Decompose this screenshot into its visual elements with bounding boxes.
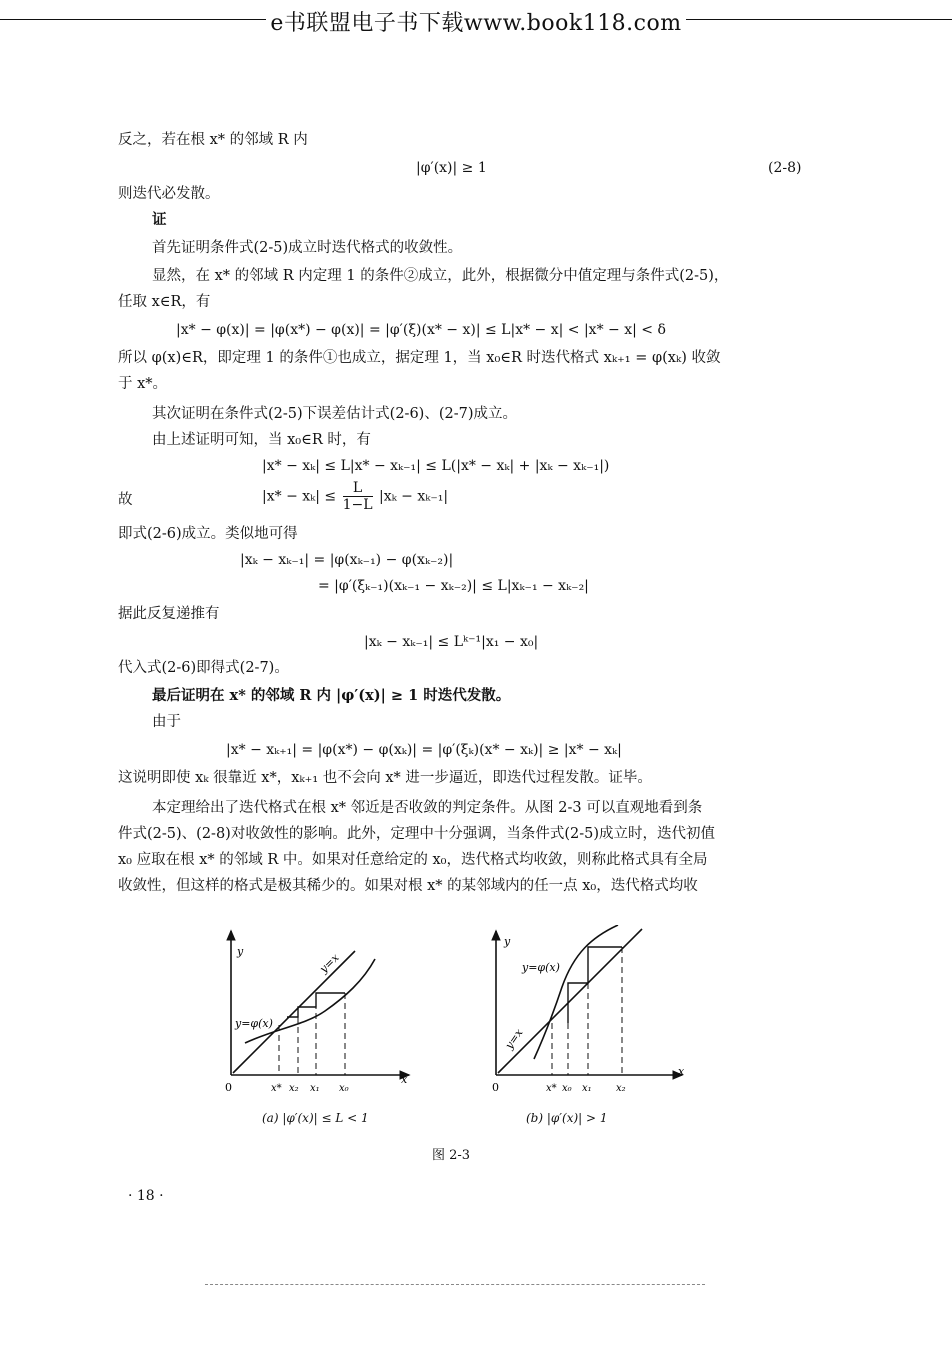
equation-3-left: |x* − xₖ| ≤ [262, 488, 337, 505]
equation-2: |x* − xₖ| ≤ L|x* − xₖ₋₁| ≤ L(|x* − xₖ| + |xₖ − xₖ₋₁|) [262, 458, 610, 474]
fig-a-tick-x1: x₁ [310, 1083, 320, 1094]
equation-1: |x* − φ(x)| = |φ(x*) − φ(x)| = |φ′(ξ)(x* − x)| ≤ L|x* − x| < |x* − x| < δ [176, 322, 666, 338]
equation-6: |xₖ − xₖ₋₁| ≤ Lᵏ⁻¹|x₁ − x₀| [364, 634, 539, 650]
fig-b-origin: 0 [492, 1081, 499, 1094]
fig-b-tick-xstar: x* [546, 1083, 557, 1094]
para-13: 这说明即使 xₖ 很靠近 x*，xₖ₊₁ 也不会向 x* 进一步逼近，即迭代过程发散。证毕。 [118, 770, 652, 786]
figure-2-3b [482, 925, 692, 1095]
equation-2-8: |φ′(x)| ≥ 1 [416, 160, 487, 176]
equation-4: |xₖ − xₖ₋₁| = |φ(xₖ₋₁) − φ(xₖ₋₂)| [240, 552, 454, 568]
header-title: e书联盟电子书下载www.book118.com [0, 6, 952, 37]
para-6: 其次证明在条件式(2-5)下误差估计式(2-6)、(2-7)成立。 [152, 406, 517, 422]
equation-3-right: |xₖ − xₖ₋₁| [379, 488, 449, 505]
fig-a-origin: 0 [225, 1081, 232, 1094]
fig-a-y-label: y [237, 945, 244, 958]
fig-b-tick-x1: x₁ [582, 1083, 592, 1094]
fig-a-caption: (a) |φ′(x)| ≤ L < 1 [262, 1111, 369, 1125]
fig-a-tick-xstar: x* [271, 1083, 282, 1094]
para-5-line-2: 于 x*。 [118, 376, 168, 392]
bottom-scan-dashes [205, 1284, 705, 1285]
equation-3-denominator: 1−L [342, 497, 373, 513]
para-14-line-4: 收敛性，但这样的格式是极其稀少的。如果对根 x* 的某邻域内的任一点 x₀，迭代格式均收 [118, 878, 698, 894]
figure-title: 图 2-3 [432, 1148, 471, 1163]
fig-a-curve [245, 959, 375, 1043]
para-14-line-2: 件式(2-5)、(2-8)对收敛性的影响。此外，定理中十分强调，当条件式(2-5)成立时，迭代初值 [118, 826, 715, 842]
fig-a-curve-label: y=φ(x) [235, 1017, 273, 1030]
para-14-line-3: x₀ 应取在根 x* 的邻域 R 中。如果对任意给定的 x₀，迭代格式均收敛，则称此格式具有全局 [118, 852, 708, 868]
equation-3 [262, 480, 448, 513]
equation-5: = |φ′(ξₖ₋₁)(xₖ₋₁ − xₖ₋₂)| ≤ L|xₖ₋₁ − xₖ₋₂| [318, 578, 589, 594]
equation-7: |x* − xₖ₊₁| = |φ(x*) − φ(xₖ)| = |φ′(ξₖ)(x* − xₖ)| ≥ |x* − xₖ| [226, 742, 622, 758]
fig-a-tick-x2: x₂ [289, 1083, 299, 1094]
para-5-line-1: 所以 φ(x)∈R，即定理 1 的条件①也成立，据定理 1，当 x₀∈R 时迭代格式 xₖ₊₁ = φ(xₖ) 收敛 [118, 350, 721, 366]
para-1: 反之，若在根 x* 的邻域 R 内 [118, 132, 308, 148]
equation-number-2-8: (2-8) [768, 160, 802, 176]
para-12: 由于 [152, 714, 181, 730]
fig-a-x-label: x [401, 1073, 408, 1086]
figure-2-3a [215, 925, 420, 1095]
fig-b-x-label: x [678, 1065, 685, 1078]
fig-b-y-label: y [504, 935, 511, 948]
fig-b-line-label: y=x [502, 1026, 526, 1052]
para-4-line-2: 任取 x∈R，有 [118, 294, 211, 310]
fig-b-line-y-eq-x [498, 929, 642, 1073]
para-8: 即式(2-6)成立。类似地可得 [118, 526, 298, 542]
fig-b-tick-x0: x₀ [562, 1083, 572, 1094]
para-7: 由上述证明可知，当 x₀∈R 时，有 [152, 432, 371, 448]
para-3: 首先证明条件式(2-5)成立时迭代格式的收敛性。 [152, 240, 463, 256]
para-4-line-1: 显然，在 x* 的邻域 R 内定理 1 的条件②成立，此外，根据微分中值定理与条件式(2-5)， [152, 268, 729, 284]
para-10: 代入式(2-6)即得式(2-7)。 [118, 660, 289, 676]
page-number: · 18 · [128, 1188, 164, 1204]
para-2: 则迭代必发散。 [118, 186, 220, 202]
equation-3-fraction [343, 480, 373, 513]
fig-a-line-label: y=x [317, 951, 342, 976]
para-9: 据此反复递推有 [118, 606, 220, 622]
para-14-line-1: 本定理给出了迭代格式在根 x* 邻近是否收敛的判定条件。从图 2-3 可以直观地看到条 [152, 800, 703, 816]
equation-3-numerator: L [343, 480, 373, 497]
fig-a-tick-x0: x₀ [339, 1083, 349, 1094]
fig-a-line-y-eq-x [233, 951, 355, 1073]
gu-label: 故 [118, 492, 133, 508]
fig-b-curve-label: y=φ(x) [522, 961, 560, 974]
fig-b-curve [534, 925, 618, 1059]
fig-b-tick-x2: x₂ [616, 1083, 626, 1094]
proof-label: 证 [152, 211, 167, 228]
fig-b-caption: (b) |φ′(x)| > 1 [526, 1111, 608, 1125]
para-11: 最后证明在 x* 的邻域 R 内 |φ′(x)| ≥ 1 时迭代发散。 [152, 687, 511, 704]
